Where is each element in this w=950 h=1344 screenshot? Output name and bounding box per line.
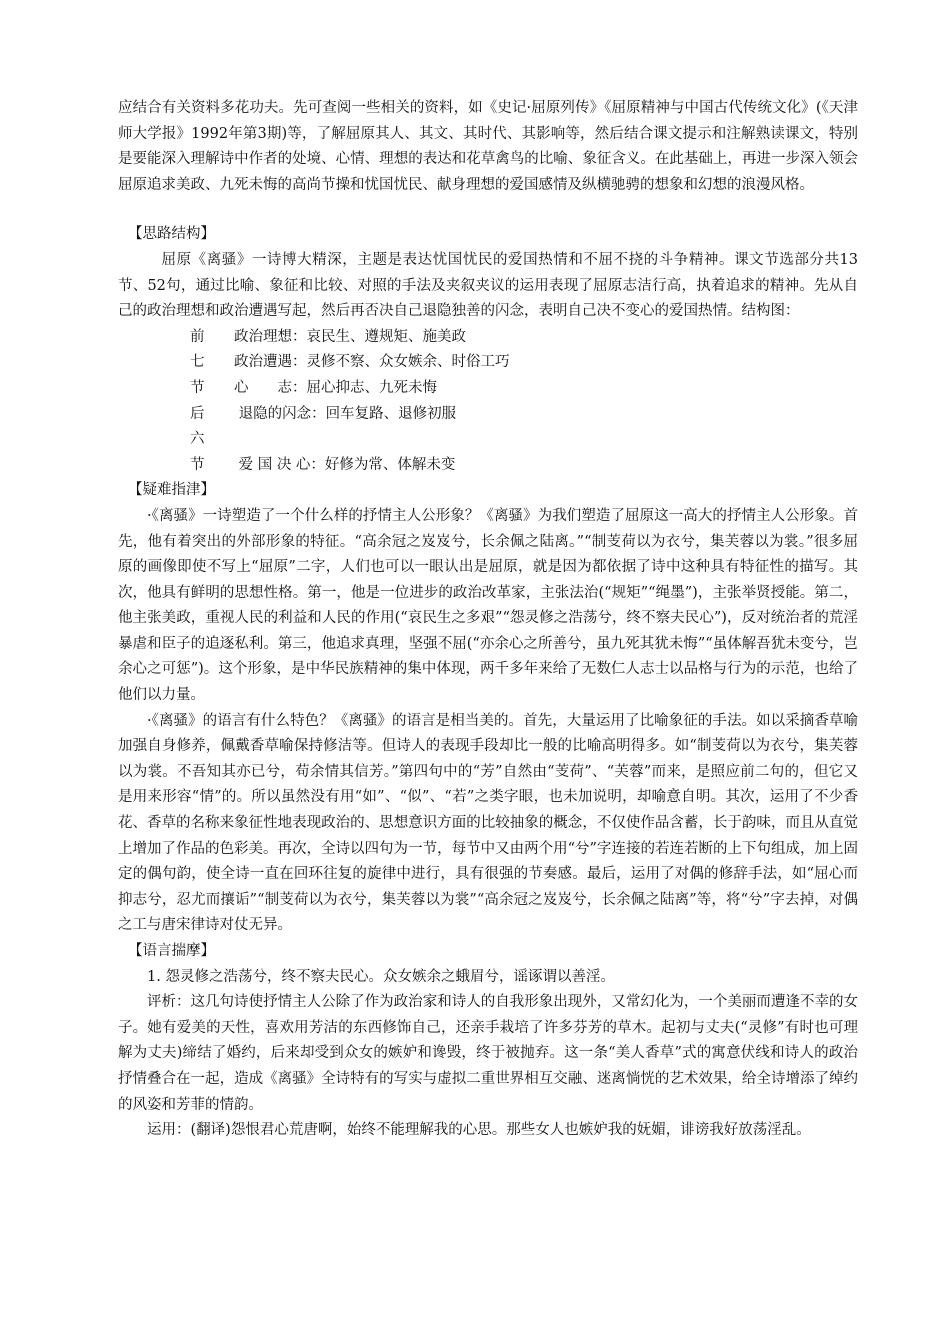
structure-item: 政治遭遇：灵修不察、众女嫉余、时俗工巧 bbox=[234, 354, 510, 371]
intro-paragraph: 应结合有关资料多花功夫。先可查阅一些相关的资料，如《史记·屈原列传》《屈原精神与中国古代传统文化》(《天津师大学报》1992年第3期)等，了解屈原其人、其文、其时代、其影响等，然后结合课文提示和注解熟读课文，特别是要能深入理解诗中作者的处境、心情、理想的表达和花草禽鸟的比喻、象征含义。在此基础上，再进一步深入领会屈原追求美政、九死未悔的高尚节操和忧国忧民、献身理想的爱国感情及纵横驰骋的想象和幻想的浪漫风格。 bbox=[118, 100, 858, 193]
structure-item: 政治理想：哀民生、遵规矩、施美政 bbox=[234, 328, 466, 345]
difficult-paragraph-2: ·《离骚》的语言有什么特色？《离骚》的语言是相当美的。首先，大量运用了比喻象征的手法。如以采摘香草喻加强自身修养，佩戴香草喻保持修洁等。但诗人的表现手段却比一般的比喻高明得多。如“制芰荷以为衣兮，集芙蓉以为裳。不吾知其亦已兮，苟余情其信芳。”第四句中的“芳”自然由“芰荷”、“芙蓉”而来，是照应前二句的，但它又是用来形容“情”的。所以虽然没有用“如”、“似”、“若”之类字眼，也未加说明，却喻意自明。其次，运用了不少香花、香草的名称来象征性地表现政治的、思想意识方面的比较抽象的概念，不仅使作品含蓄，长于韵味，而且从直觉上增加了作品的色彩美。再次，全诗以四句为一节，每节中又由两个用“兮”字连接的若连若断的上下句组成，加上固定的偶句韵，使全诗一直在回环往复的旋律中进行，具有很强的节奏感。最后，运用了对偶的修辞手法，如“屈心而抑志兮，忍尤而攘诟”“制芰荷以为衣兮，集芙蓉以为裳”“高余冠之岌岌兮，长余佩之陆离”等，将“兮”字去掉，对偶之工与唐宋律诗对仗无异。 bbox=[118, 712, 858, 934]
difficult-heading: 【疑难指津】 bbox=[128, 482, 215, 499]
structure-row bbox=[118, 376, 858, 402]
document-page bbox=[118, 96, 858, 1144]
structure-paragraph: 屈原《离骚》一诗博大精深，主题是表达忧国忧民的爱国热情和不屈不挠的斗争精神。课文节选部分共13节、52句，通过比喻、象征和比较、对照的手法及夹叙夹议的运用表现了屈原志洁行高，执着追求的精神。先从自己的政治理想和政治遭遇写起，然后再否决自己退隐独善的闪念，表明自己决不变心的爱国热情。结构图： bbox=[118, 251, 858, 320]
spacer bbox=[118, 198, 858, 222]
structure-diagram bbox=[118, 325, 858, 479]
structure-row bbox=[118, 453, 858, 479]
structure-row bbox=[118, 325, 858, 351]
structure-mark: 节 bbox=[190, 456, 205, 473]
structure-item: 退隐的闪念：回车复路、退修初服 bbox=[234, 405, 457, 422]
structure-row bbox=[118, 402, 858, 428]
structure-mark: 后 bbox=[190, 405, 205, 422]
structure-mark: 节 bbox=[190, 379, 205, 396]
difficult-paragraph-1: ·《离骚》一诗塑造了一个什么样的抒情主人公形象？《离骚》为我们塑造了屈原这一高大的抒情主人公形象。首先，他有着突出的外部形象的特征。“高余冠之岌岌兮，长余佩之陆离。”“制芰荷以为衣兮，集芙蓉以为裳。”很多屈原的画像即使不写上“屈原”二字，人们也可以一眼认出是屈原，就是因为都依据了诗中这种具有特征性的描写。其次，他具有鲜明的思想性格。第一，他是一位进步的政治改革家，主张法治(“规矩”“绳墨”)，主张举贤授能。第二，他主张美政，重视人民的利益和人民的作用(“哀民生之多艰”“怨灵修之浩荡兮，终不察夫民心”)，反对统治者的荒淫暴虐和臣子的追逐私利。第三，他追求真理，坚强不屈(“亦余心之所善兮，虽九死其犹未悔”“虽体解吾犹未变兮，岂余心之可惩”)。这个形象，是中华民族精神的集中体现，两千多年来给了无数仁人志士以品格与行为的示范，也给了他们以力量。 bbox=[118, 507, 858, 704]
structure-item: 心 志：屈心抑志、九死未悔 bbox=[234, 379, 437, 396]
language-item-1: 1. 怨灵修之浩荡兮，终不察夫民心。众女嫉余之蛾眉兮，谣诼谓以善淫。 bbox=[147, 968, 615, 985]
structure-row bbox=[118, 427, 858, 453]
structure-mark: 七 bbox=[190, 354, 205, 371]
language-heading: 【语言揣摩】 bbox=[128, 943, 215, 959]
structure-mark: 六 bbox=[190, 431, 205, 448]
structure-mark: 前 bbox=[190, 328, 205, 345]
language-usage: 运用：(翻译)怨恨君心荒唐啊，始终不能理解我的心思。那些女人也嫉妒我的妩媚，诽谤我好放荡淫乱。 bbox=[147, 1122, 811, 1139]
structure-heading: 【思路结构】 bbox=[128, 226, 215, 243]
language-comment: 评析：这几句诗使抒情主人公除了作为政治家和诗人的自我形象出现外，又常幻化为，一个美丽而遭逢不幸的女子。她有爱美的天性，喜欢用芳洁的东西修饰自己，还亲手栽培了许多芬芳的草木。起初与丈夫(“灵修”有时也可理解为丈夫)缔结了婚约，后来却受到众女的嫉妒和谗毁，终于被抛弃。这一条“美人香草”式的寓意伏线和诗人的政治抒情叠合在一起，造成《离骚》全诗特有的写实与虚拟二重世界相互交融、迷离惝恍的艺术效果，给全诗增添了绰约的风姿和芳菲的情韵。 bbox=[118, 994, 858, 1113]
structure-item: 爱 国 决 心：好修为常、体解未变 bbox=[234, 456, 456, 473]
structure-row bbox=[118, 350, 858, 376]
